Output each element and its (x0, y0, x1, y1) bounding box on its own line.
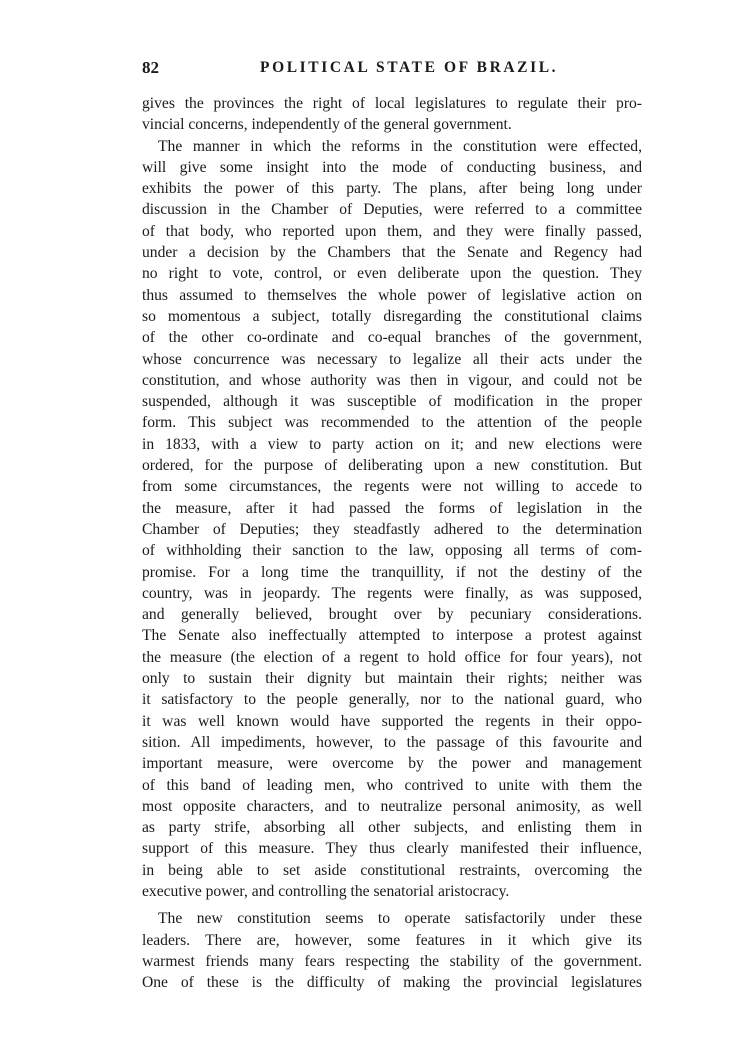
text-line: as party strife, absorbing all other subjects, and enlisting them in (142, 819, 642, 837)
text-line: whose concurrence was necessary to legalize all their acts under the (142, 350, 642, 368)
text-line: The Senate also ineffectually attempted to interpose a protest against (142, 627, 642, 645)
text-line: thus assumed to themselves the whole power of legislative action on (142, 286, 642, 304)
text-line: in 1833, with a view to party action on it; and new elections were (142, 435, 642, 453)
text-line: The new constitution seems to operate satisfactorily under these (158, 910, 642, 928)
text-line: of withholding their sanction to the law, opposing all terms of com- (142, 542, 642, 560)
page-number: 82 (142, 58, 159, 77)
text-line: it was well known would have supported the regents in their oppo- (142, 712, 642, 730)
text-line: Chamber of Deputies; they steadfastly adhered to the determination (142, 520, 642, 538)
text-line: important measure, were overcome by the power and management (142, 755, 642, 773)
paragraph (142, 908, 642, 993)
text-line: the measure (the election of a regent to hold office for four years), not (142, 648, 642, 666)
text-line: will give some insight into the mode of conducting business, and (142, 158, 642, 176)
text-line: no right to vote, control, or even deliberate upon the question. They (142, 265, 642, 283)
text-line: warmest friends many fears respecting the stability of the government. (142, 952, 642, 970)
text-line: One of these is the difficulty of making the provincial legislatures (142, 974, 642, 992)
body-text (142, 93, 642, 993)
text-line: leaders. There are, however, some features in it which give its (142, 931, 642, 949)
text-line: in being able to set aside constitutional restraints, overcoming the (142, 861, 642, 879)
text-line: under a decision by the Chambers that the Senate and Regency had (142, 244, 642, 262)
text-line: so momentous a subject, totally disregarding the constitutional claims (142, 307, 642, 325)
text-line: from some circumstances, the regents were not willing to accede to (142, 478, 642, 496)
text-line: most opposite characters, and to neutralize personal animosity, as well (142, 797, 642, 815)
text-line: support of this measure. They thus clearly manifested their influence, (142, 840, 642, 858)
text-line: discussion in the Chamber of Deputies, were referred to a committee (142, 201, 642, 219)
page-header (142, 58, 642, 82)
text-line: and generally believed, brought over by pecuniary considerations. (142, 606, 642, 624)
text-line: only to sustain their dignity but maintain their rights; neither was (142, 670, 642, 688)
paragraph (142, 93, 642, 136)
text-line: vincial concerns, independently of the general government. (142, 116, 512, 134)
text-line: form. This subject was recommended to the attention of the people (142, 414, 642, 432)
text-line: suspended, although it was susceptible of modification in the proper (142, 393, 642, 411)
text-line: sition. All impediments, however, to the passage of this favourite and (142, 733, 642, 751)
text-line: executive power, and controlling the senatorial aristocracy. (142, 882, 510, 900)
text-line: of that body, who reported upon them, and they were finally passed, (142, 222, 642, 240)
text-line: exhibits the power of this party. The plans, after being long under (142, 180, 642, 198)
text-line: of this band of leading men, who contrived to unite with them the (142, 776, 642, 794)
text-line: ordered, for the purpose of deliberating upon a new constitution. But (142, 457, 642, 475)
text-line: The manner in which the reforms in the constitution were effected, (158, 137, 642, 155)
text-line: the measure, after it had passed the forms of legislation in the (142, 499, 642, 517)
text-line: it satisfactory to the people generally, nor to the national guard, who (142, 691, 642, 709)
text-line: gives the provinces the right of local legislatures to regulate their pro- (142, 95, 642, 112)
text-line: of the other co-ordinate and co-equal branches of the government, (142, 329, 642, 347)
running-title: POLITICAL STATE OF BRAZIL. (260, 59, 559, 76)
text-line: country, was in jeopardy. The regents were finally, as was supposed, (142, 584, 642, 602)
paragraph (142, 136, 642, 903)
text-line: constitution, and whose authority was then in vigour, and could not be (142, 371, 642, 389)
text-line: promise. For a long time the tranquillity, if not the destiny of the (142, 563, 642, 581)
